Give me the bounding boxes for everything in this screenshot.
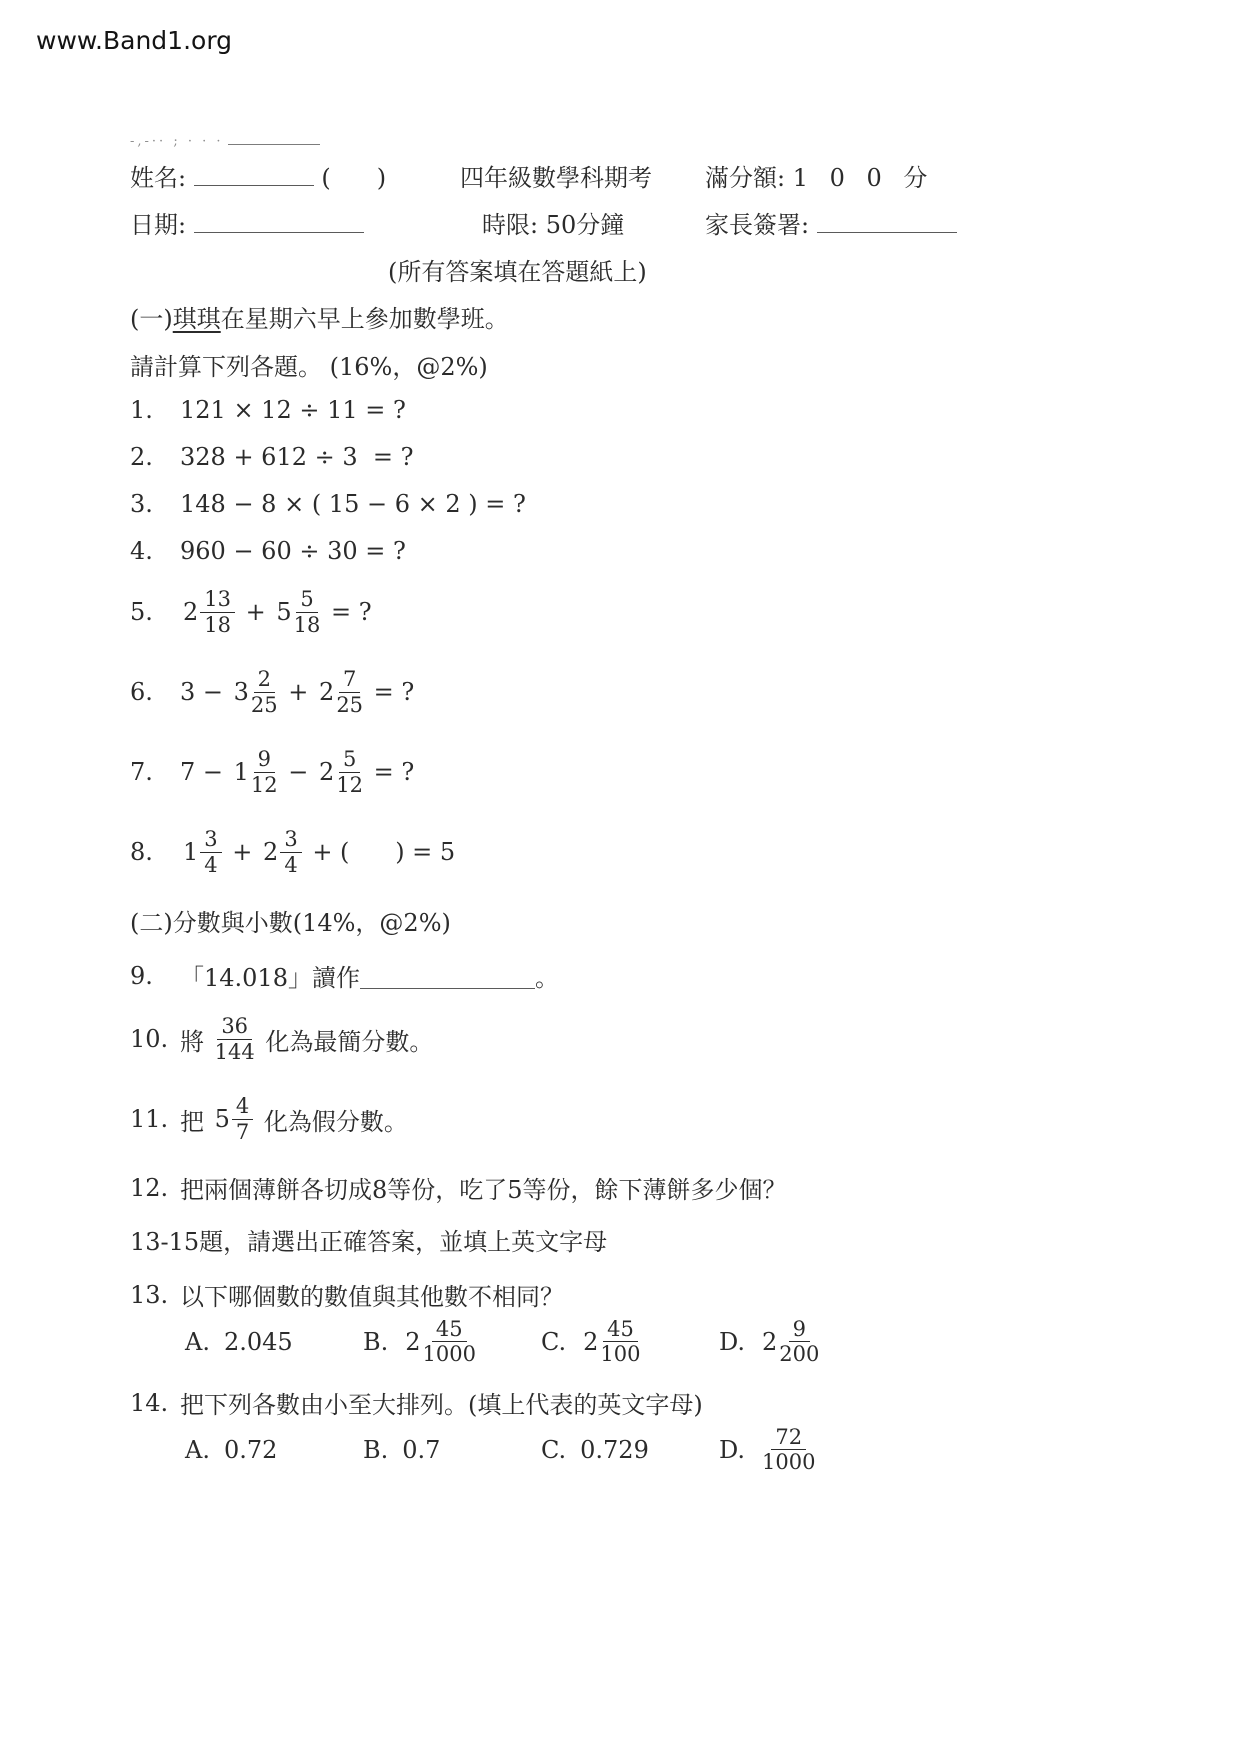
section1-prefix: (一)	[130, 305, 173, 333]
question-expression	[180, 1277, 564, 1312]
option	[719, 1318, 897, 1365]
option-label: B.	[363, 1327, 389, 1356]
numerator: 3	[280, 828, 301, 852]
header-row-2	[130, 205, 1190, 240]
scan-artifact-line	[130, 134, 1190, 158]
expression-text: 化為最簡分數。	[257, 1027, 434, 1056]
question-row	[130, 536, 1190, 566]
denominator: 4	[204, 852, 218, 877]
numerator: 45	[603, 1318, 638, 1342]
denominator: 7	[235, 1119, 250, 1144]
fraction	[336, 748, 363, 795]
date-label: 日期:	[130, 211, 187, 239]
denominator: 1000	[422, 1342, 476, 1367]
mixed-number	[263, 828, 302, 875]
numerator: 9	[789, 1318, 810, 1342]
full-score-field	[705, 158, 1190, 193]
expression-text: 化為假分數。	[256, 1107, 408, 1136]
question-row	[130, 663, 1190, 721]
option-value	[402, 1436, 440, 1464]
fraction	[215, 1015, 255, 1062]
parent-signature-field	[705, 205, 1190, 240]
denominator: 18	[204, 612, 232, 637]
option-label: D.	[719, 1327, 746, 1356]
expression-text: 148 − 8 × ( 15 − 6 × 2 ) = ?	[180, 490, 526, 518]
question-expression	[180, 1385, 703, 1420]
question-row	[130, 395, 1190, 425]
fraction	[779, 1318, 819, 1365]
expression-text: 328 + 612 ÷ 3 = ?	[180, 443, 414, 471]
mc-instruction: 13-15題，請選出正確答案，並填上英文字母	[130, 1228, 608, 1256]
whole-number: 2	[263, 838, 279, 866]
question-row	[130, 743, 1190, 801]
mixed-number	[234, 748, 278, 795]
numerator: 9	[254, 748, 275, 772]
question-row	[130, 442, 1190, 472]
expression-text: 0.729	[580, 1435, 649, 1464]
part1-questions	[130, 395, 1190, 881]
fraction	[251, 748, 278, 795]
expression-text: 把	[180, 1107, 212, 1136]
header-row-1	[130, 158, 1190, 193]
question-expression	[180, 828, 455, 875]
option-value	[580, 1436, 649, 1464]
question-number: 7.	[130, 758, 153, 786]
question-expression	[180, 443, 413, 471]
date-blank	[194, 207, 364, 233]
fraction	[200, 588, 235, 635]
student-name: 琪琪	[172, 305, 221, 333]
expression-text: +	[224, 838, 261, 866]
option	[363, 1318, 541, 1365]
option	[541, 1318, 719, 1365]
mixed-number	[234, 668, 278, 715]
denominator: 1000	[762, 1450, 816, 1475]
question-expression	[180, 537, 406, 565]
option-label: B.	[363, 1435, 389, 1464]
fraction	[251, 668, 278, 715]
expression-text: 將	[180, 1027, 212, 1056]
expression-text: 3 −	[180, 678, 231, 706]
question-number: 8.	[130, 838, 153, 866]
option-value	[580, 1318, 643, 1365]
artifact-underline	[228, 134, 320, 145]
artifact-marks: -,-·· ; · · ·	[130, 134, 224, 149]
whole-number: 3	[233, 678, 249, 706]
denominator: 200	[779, 1342, 820, 1367]
section1-heading-rest: 在星期六早上參加數學班。	[220, 305, 509, 333]
fraction	[600, 1318, 640, 1365]
whole-number: 1	[183, 838, 199, 866]
option-label: C.	[541, 1327, 567, 1356]
question-number: 14.	[130, 1388, 169, 1417]
question-expression	[180, 668, 414, 715]
question-number: 2.	[130, 443, 153, 471]
question-row	[130, 1170, 1190, 1205]
denominator: 12	[336, 772, 364, 797]
numerator: 7	[339, 668, 360, 692]
option	[363, 1436, 541, 1464]
exam-title: 四年級數學科期考	[460, 164, 652, 192]
question-number: 13.	[130, 1280, 169, 1309]
question-expression	[180, 1095, 408, 1142]
fraction	[762, 1426, 815, 1473]
fraction	[423, 1318, 476, 1365]
whole-number: 1	[233, 758, 249, 786]
name-blank	[194, 160, 314, 186]
question-number: 5.	[130, 598, 153, 626]
mixed-number	[405, 1318, 476, 1365]
option	[719, 1426, 897, 1473]
denominator: 12	[250, 772, 278, 797]
expression-text: 以下哪個數的數值與其他數不相同？	[180, 1283, 564, 1311]
expression-text: 121 × 12 ÷ 11 = ?	[180, 396, 406, 424]
question-number: 4.	[130, 537, 153, 565]
fraction	[294, 588, 321, 635]
expression-text: −	[280, 758, 317, 786]
numerator: 3	[200, 828, 221, 852]
expression-text: +	[238, 598, 274, 626]
numerator: 45	[432, 1318, 467, 1342]
numerator: 2	[254, 668, 275, 692]
option-value	[224, 1436, 277, 1464]
numerator: 13	[200, 588, 235, 612]
mixed-number	[183, 588, 235, 635]
option-label: A.	[185, 1435, 210, 1464]
options-row	[185, 1318, 1190, 1365]
expression-text: 0.72	[223, 1435, 278, 1464]
numerator: 36	[217, 1015, 252, 1039]
mixed-number	[215, 1095, 254, 1142]
date-field	[130, 205, 460, 240]
question-number: 12.	[130, 1173, 169, 1202]
option-label: C.	[541, 1435, 567, 1464]
question-expression	[180, 958, 559, 993]
whole-number: 2	[183, 598, 199, 626]
fraction	[200, 828, 221, 875]
name-label: 姓名:	[130, 164, 187, 192]
question-row	[130, 1090, 1190, 1148]
whole-number: 2	[583, 1327, 599, 1356]
numerator: 5	[339, 748, 360, 772]
part2-items	[130, 958, 1190, 1473]
option-label: A.	[185, 1327, 210, 1356]
question-expression	[180, 396, 406, 424]
expression-text: 把兩個薄餅各切成8等份，吃了5等份，餘下薄餅多少個？	[180, 1176, 787, 1204]
fraction	[336, 668, 363, 715]
expression-text: 把下列各數由小至大排列。(填上代表的英文字母)	[180, 1391, 703, 1420]
question-expression	[180, 490, 526, 518]
answer-note: (所有答案填在答題紙上)	[388, 258, 647, 286]
expression-text: 960 − 60 ÷ 30 = ?	[180, 537, 406, 565]
watermark: www.Band1.org	[36, 26, 233, 55]
question-row	[130, 1277, 1190, 1312]
class-number-paren: ( )	[321, 164, 387, 192]
whole-number: 2	[319, 678, 335, 706]
expression-text: 2.045	[223, 1327, 293, 1356]
fraction	[280, 828, 301, 875]
whole-number: 2	[405, 1327, 421, 1356]
full-score-value: 1 0 0 分	[792, 164, 935, 192]
question-expression	[180, 588, 372, 635]
fraction	[232, 1095, 253, 1142]
parent-signature-label: 家長簽署:	[705, 211, 810, 239]
mixed-number	[183, 828, 222, 875]
option-value	[224, 1328, 293, 1356]
expression-text: 「14.018」讀作	[180, 964, 360, 992]
option-value	[759, 1318, 822, 1365]
whole-number: 2	[762, 1327, 778, 1356]
whole-number: 5	[214, 1105, 230, 1133]
question-number: 3.	[130, 490, 153, 518]
denominator: 25	[250, 692, 278, 717]
question-expression	[180, 1170, 787, 1205]
question-number: 9.	[130, 961, 153, 990]
section2-heading: (二)分數與小數(14%，@2%)	[130, 909, 451, 937]
fraction	[762, 1426, 815, 1473]
expression-text: 0.7	[402, 1435, 441, 1464]
question-row	[130, 958, 1190, 993]
fraction	[215, 1015, 255, 1062]
denominator: 144	[214, 1039, 255, 1064]
mixed-number	[762, 1318, 819, 1365]
question-number: 6.	[130, 678, 153, 706]
numerator: 72	[771, 1426, 806, 1450]
question-number: 11.	[130, 1105, 169, 1133]
question-row	[130, 489, 1190, 519]
expression-text: = ?	[323, 598, 372, 626]
numerator: 4	[232, 1095, 253, 1119]
mixed-number	[583, 1318, 640, 1365]
question-row	[130, 1010, 1190, 1068]
expression-text: = ?	[366, 678, 415, 706]
option	[541, 1436, 719, 1464]
question-number: 1.	[130, 396, 153, 424]
whole-number: 5	[276, 598, 292, 626]
section1-instruction: 請計算下列各題。 (16%，@2%)	[130, 353, 488, 381]
question-row	[130, 1385, 1190, 1420]
denominator: 4	[284, 852, 298, 877]
numerator: 5	[296, 588, 317, 612]
answer-blank	[360, 962, 535, 988]
section1-heading	[130, 299, 1190, 334]
expression-text: +	[280, 678, 317, 706]
denominator: 100	[600, 1342, 641, 1367]
option-value	[402, 1318, 479, 1365]
option	[185, 1436, 363, 1464]
options-row	[185, 1426, 1190, 1473]
option	[185, 1328, 363, 1356]
question-expression	[180, 748, 414, 795]
name-field	[130, 158, 460, 193]
expression-text: 7 −	[180, 758, 231, 786]
question-row	[130, 823, 1190, 881]
whole-number: 2	[319, 758, 335, 786]
question-expression	[180, 1015, 433, 1062]
option-value	[759, 1426, 818, 1473]
mixed-number	[319, 748, 363, 795]
denominator: 25	[336, 692, 364, 717]
expression-text: = ?	[366, 758, 415, 786]
expression-text: 。	[534, 964, 559, 992]
option-label: D.	[719, 1435, 746, 1464]
question-number: 10.	[130, 1025, 169, 1053]
question-row	[130, 583, 1190, 641]
parent-signature-blank	[817, 207, 957, 233]
time-limit: 時限: 50分鐘	[482, 211, 625, 239]
denominator: 18	[293, 612, 321, 637]
mixed-number	[319, 668, 363, 715]
expression-text: + ( ) = 5	[304, 838, 456, 866]
mixed-number	[276, 588, 320, 635]
full-score-label: 滿分額:	[705, 164, 786, 192]
